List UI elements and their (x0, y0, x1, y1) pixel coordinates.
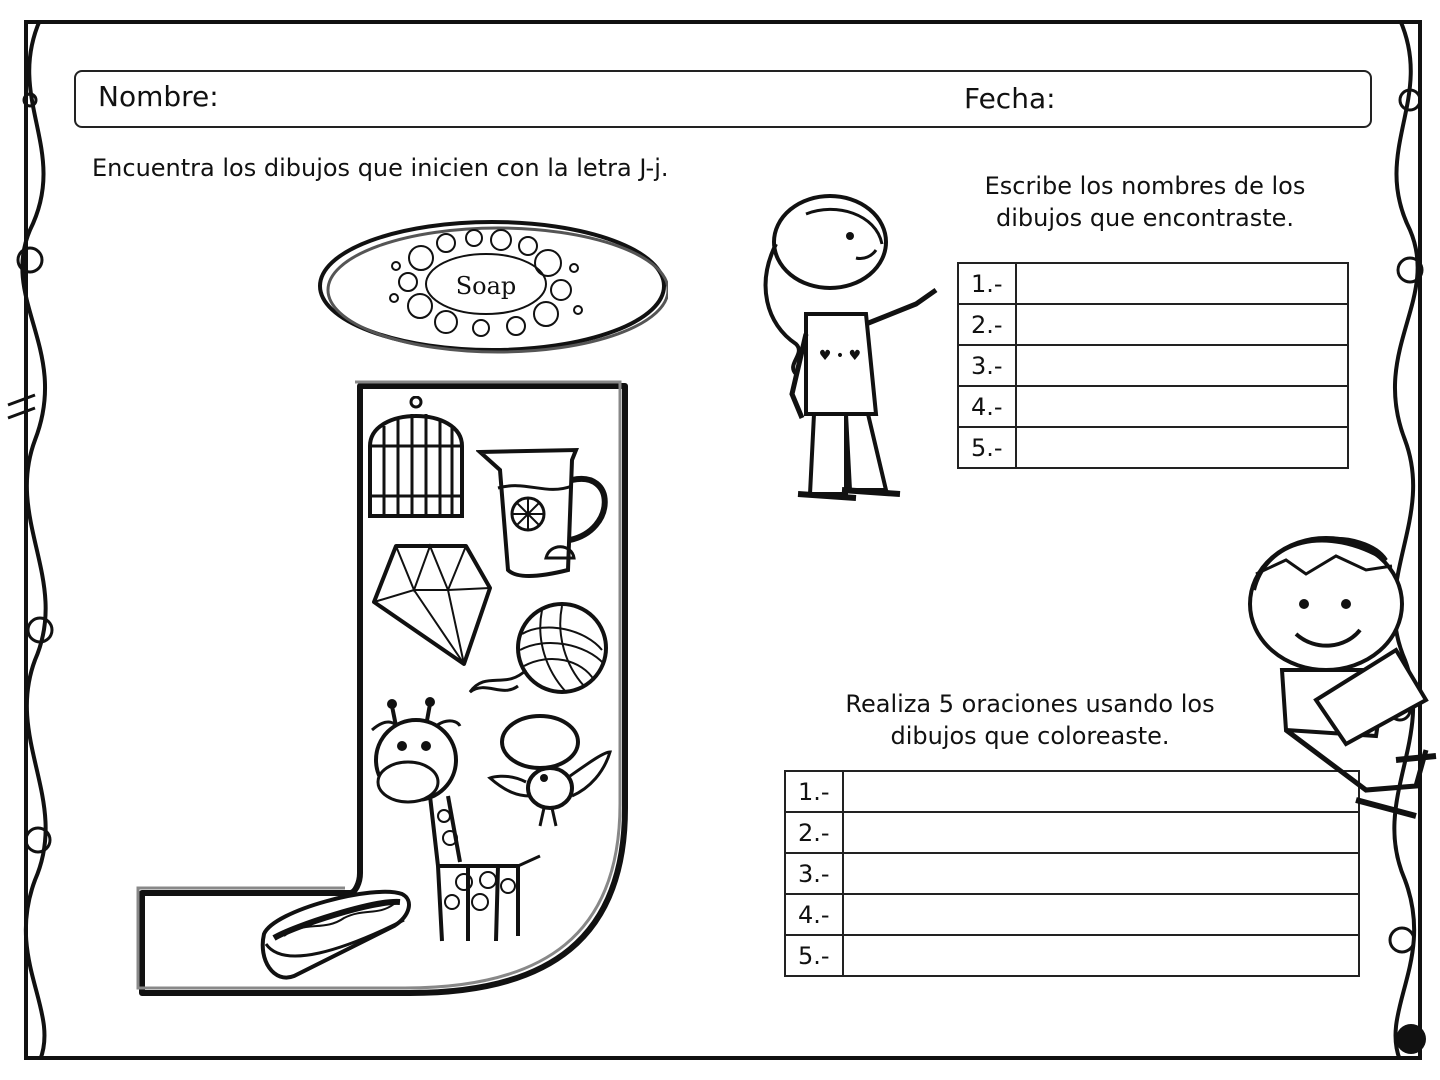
date-label: Fecha: (964, 82, 1056, 115)
boy-reading-illustration (1226, 530, 1440, 824)
sentences-line-1: Realiza 5 oraciones usando los (845, 690, 1215, 718)
name-field[interactable] (230, 78, 950, 118)
soap-text: Soap (455, 272, 517, 300)
sentences-line-2: dibujos que coloreaste. (890, 722, 1170, 750)
sentence-line[interactable] (843, 894, 1359, 935)
row-number: 2.- (958, 304, 1016, 345)
table-row (958, 345, 1348, 386)
name-label: Nombre: (98, 80, 219, 113)
table-row (785, 894, 1359, 935)
answer-line[interactable] (1016, 263, 1348, 304)
bird-cage-icon[interactable] (364, 396, 468, 522)
row-number: 1.- (785, 771, 843, 812)
row-number: 3.- (785, 853, 843, 894)
answer-line[interactable] (1016, 345, 1348, 386)
table-row (785, 853, 1359, 894)
row-number: 2.- (785, 812, 843, 853)
row-number: 5.- (958, 427, 1016, 468)
bird-icon[interactable] (486, 712, 616, 830)
logo-badge (1396, 1024, 1426, 1054)
sentence-line[interactable] (843, 853, 1359, 894)
table-row (958, 304, 1348, 345)
soap-icon[interactable] (316, 218, 668, 354)
row-number: 5.- (785, 935, 843, 976)
sentences-instruction (820, 688, 1240, 752)
date-field[interactable] (1068, 78, 1358, 118)
yarn-ball-icon[interactable] (466, 600, 610, 704)
row-number: 1.- (958, 263, 1016, 304)
left-vine-decoration (0, 20, 80, 1060)
write-names-line-2: dibujos que encontraste. (995, 204, 1295, 232)
row-number: 3.- (958, 345, 1016, 386)
answer-line[interactable] (1016, 427, 1348, 468)
answer-line[interactable] (1016, 386, 1348, 427)
write-names-line-1: Escribe los nombres de los (984, 172, 1306, 200)
juice-pitcher-icon[interactable] (476, 440, 620, 580)
names-table (957, 262, 1349, 469)
girl-pointing-illustration (736, 194, 948, 516)
row-number: 4.- (958, 386, 1016, 427)
write-names-instruction (940, 170, 1350, 234)
answer-line[interactable] (1016, 304, 1348, 345)
svg-text:♥ • ♥: ♥ • ♥ (818, 348, 862, 364)
table-row (958, 263, 1348, 304)
table-row (958, 386, 1348, 427)
sentence-line[interactable] (843, 935, 1359, 976)
table-row (958, 427, 1348, 468)
find-instruction: Encuentra los dibujos que inicien con la letra J-j. (92, 154, 669, 182)
table-row (785, 935, 1359, 976)
row-number: 4.- (785, 894, 843, 935)
hot-dog-icon[interactable] (254, 880, 414, 986)
